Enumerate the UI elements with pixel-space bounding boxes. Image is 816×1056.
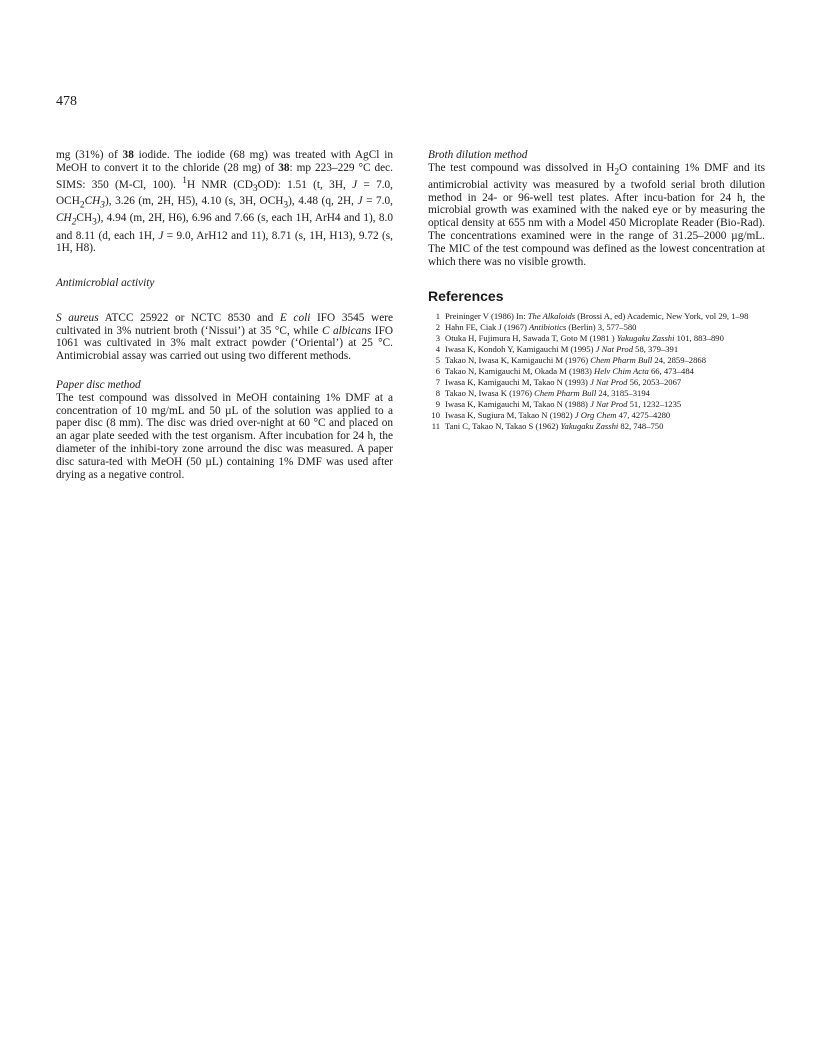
- reference-number: 11: [431, 421, 440, 432]
- reference-item: [428, 399, 765, 410]
- reference-number: 1: [435, 311, 440, 322]
- reference-text: [445, 377, 765, 388]
- broth-dilution-heading: Broth dilution method: [428, 149, 528, 161]
- text-run: ), 4.48 (q, 2H,: [288, 195, 358, 208]
- text-run: : mp 223–229 °C dec. SIMS: 350 (M-Cl, 100).: [56, 161, 393, 191]
- reference-number: 2: [435, 322, 440, 333]
- text-run: Iwasa K, Sugiura M, Takao N (1982): [445, 410, 575, 421]
- text-run: Antibiotics: [529, 322, 567, 333]
- text-run: (Berlin) 3, 577–580: [566, 322, 637, 333]
- reference-text: [445, 322, 765, 333]
- reference-text: [445, 355, 765, 366]
- text-run: 3: [92, 217, 97, 228]
- text-run: Helv Chim Acta: [594, 366, 649, 377]
- reference-text: [445, 344, 765, 355]
- text-run: J Org Chem: [574, 410, 617, 421]
- references-title: References: [428, 288, 504, 305]
- text-run: Chem Pharm Bull: [534, 388, 597, 399]
- reference-number: 7: [435, 377, 440, 388]
- reference-item: [428, 366, 765, 377]
- text-run: 38: [122, 149, 134, 161]
- text-run: J Nat Prod: [590, 399, 628, 410]
- text-run: Yakugaku Zasshi: [560, 421, 619, 432]
- text-run: 47, 4275–4280: [616, 410, 671, 421]
- reference-text: [445, 333, 765, 344]
- reference-text: [445, 388, 765, 399]
- text-run: CH: [76, 212, 93, 225]
- text-run: Otuka H, Fujimura H, Sawada T, Goto M (1981 ): [445, 333, 617, 344]
- reference-item: [428, 355, 765, 366]
- text-run: iodide. The iodide (68 mg) was treated with AgCl in MeOH to convert it to the chloride (28 mg) of: [56, 149, 393, 174]
- text-run: IFO 3545 were cultivated in 3% nutrient broth (‘Nissui’) at 35 °C, while: [56, 311, 393, 337]
- text-run: J: [158, 229, 164, 242]
- text-run: E coli: [279, 311, 311, 324]
- text-run: (Brossi A, ed) Academic, New York, vol 29, 1–98: [575, 311, 749, 322]
- text-run: J: [352, 178, 358, 191]
- reference-item: [428, 311, 765, 322]
- text-run: 2: [79, 200, 85, 211]
- paper-disc-heading: Paper disc method: [56, 379, 141, 392]
- text-run: 82, 748–750: [618, 421, 664, 432]
- broth-dilution-paragraph: [428, 162, 765, 269]
- text-run: 3: [100, 200, 105, 211]
- text-run: IFO 1061 was cultivated in 3% malt extract powder (‘Oriental’) at 25 °C. Antimicrobial assay was carried out using two different methods.: [56, 324, 394, 363]
- reference-item: [428, 377, 765, 388]
- paper-disc-paragraph: [56, 392, 393, 482]
- reference-text: [445, 311, 765, 322]
- text-run: mg (31%) of: [56, 149, 123, 161]
- reference-number: 4: [435, 344, 440, 355]
- reference-number: 9: [435, 399, 440, 410]
- text-run: 38: [278, 161, 290, 174]
- text-run: Tani C, Takao N, Takao S (1962): [445, 421, 561, 432]
- left-column: [56, 149, 393, 481]
- text-run: O containing 1% DMF and its antimicrobial activity was measured by a twofold serial broth dilution method in 24- or 96-well test plates. After incu-bation for 24 h, the microbial growth was examined with the naked eye or by measuring the optical density at 655 nm with a Model 450 Microplate Reader (Bio-Rad). The concentrations examined were in the range of 31.25–2000 µg/mL. The MIC of the test compound was defined as the lowest concentration at which there was no visible growth.: [428, 161, 765, 268]
- text-run: 3: [283, 200, 289, 211]
- text-run: 2: [71, 217, 77, 228]
- text-run: ATCC 25922 or NCTC 8530 and: [98, 311, 280, 324]
- reference-text: [445, 410, 765, 421]
- text-run: J Nat Prod: [590, 377, 628, 388]
- text-run: Yakugaku Zasshi: [616, 333, 675, 344]
- text-run: The test compound was dissolved in H: [428, 161, 615, 174]
- text-run: Takao N, Iwasa K, Kamigauchi M (1976): [445, 355, 591, 366]
- text-run: The test compound was dissolved in MeOH containing 1% DMF at a concentration of 10 mg/mL and 50 µL of the solution was applied to a paper disc (8 mm). The disc was dried over-night at 60 °C and placed on an agar plate seeded with the test organism. After incubation for 24 h, the diameter of the inhibi-tory zone arround the disc was measured. A paper disc satura-ted with MeOH (50 µL) containing 1% DMF was used after drying as a negative control.: [56, 391, 393, 481]
- text-run: 58, 379–391: [633, 344, 679, 355]
- text-run: 2: [614, 167, 620, 178]
- text-run: S aureus: [56, 311, 99, 324]
- nmr-data-paragraph: [56, 149, 393, 255]
- text-run: 101, 883–890: [674, 333, 724, 344]
- text-run: 56, 2053–2067: [627, 377, 682, 388]
- reference-item: [428, 322, 765, 333]
- reference-item: [428, 388, 765, 399]
- text-run: 66, 473–484: [648, 366, 694, 377]
- reference-number: 3: [435, 333, 440, 344]
- page-number: 478: [56, 94, 77, 109]
- reference-text: [445, 366, 765, 377]
- reference-number: 8: [435, 388, 440, 399]
- reference-item: [428, 410, 765, 421]
- reference-number: 10: [431, 410, 440, 421]
- antimicrobial-activity-heading: Antimicrobial activity: [56, 277, 155, 290]
- reference-item: [428, 333, 765, 344]
- text-run: 24, 2859–2868: [652, 355, 706, 366]
- reference-number: 6: [435, 366, 440, 377]
- reference-text: [445, 399, 765, 410]
- reference-item: [428, 421, 765, 432]
- text-run: J: [357, 195, 363, 208]
- text-run: ), 4.94 (m, 2H, H6), 6.96 and 7.66 (s, each 1H, ArH4 and 1), 8.0 and 8.11 (d, each 1H,: [56, 212, 393, 242]
- text-run: Iwasa K, Kamigauchi M, Takao N (1993): [445, 377, 591, 388]
- text-run: 51, 1232–1235: [627, 399, 682, 410]
- text-run: ), 3.26 (m, 2H, H5), 4.10 (s, 3H, OCH: [104, 195, 284, 208]
- text-run: = 7.0, OCH: [56, 178, 394, 208]
- cultivation-paragraph: [56, 312, 393, 363]
- text-run: Iwasa K, Kamigauchi M, Takao N (1988): [445, 399, 591, 410]
- text-run: H NMR (CD: [186, 178, 253, 191]
- text-run: Preininger V (1986) In:: [445, 311, 528, 322]
- text-run: Hahn FE, Ciak J (1967): [445, 322, 530, 333]
- text-run: 3: [252, 183, 258, 194]
- text-run: = 9.0, ArH12 and 11), 8.71 (s, 1H, H13), 9.72 (s, 1H, H8).: [56, 229, 393, 255]
- text-run: OD): 1.51 (t, 3H,: [257, 178, 353, 191]
- right-column: [428, 149, 765, 432]
- reference-item: [428, 344, 765, 355]
- text-run: CH: [84, 195, 101, 208]
- text-run: The Alkaloids: [527, 311, 576, 322]
- references-list: [428, 311, 765, 432]
- text-run: C albicans: [321, 324, 372, 337]
- text-run: = 7.0,: [362, 195, 393, 208]
- text-run: 1: [182, 175, 187, 186]
- text-run: Iwasa K, Kondoh Y, Kamigauchi M (1995): [445, 344, 596, 355]
- text-run: Chem Pharm Bull: [590, 355, 653, 366]
- reference-text: [445, 421, 765, 432]
- text-run: Takao N, Iwasa K (1976): [445, 388, 535, 399]
- text-run: 24, 3185–3194: [596, 388, 650, 399]
- text-run: CH: [56, 212, 72, 225]
- text-run: J Nat Prod: [595, 344, 634, 355]
- reference-number: 5: [435, 355, 440, 366]
- text-run: Takao N, Kamigauchi M, Okada M (1983): [445, 366, 595, 377]
